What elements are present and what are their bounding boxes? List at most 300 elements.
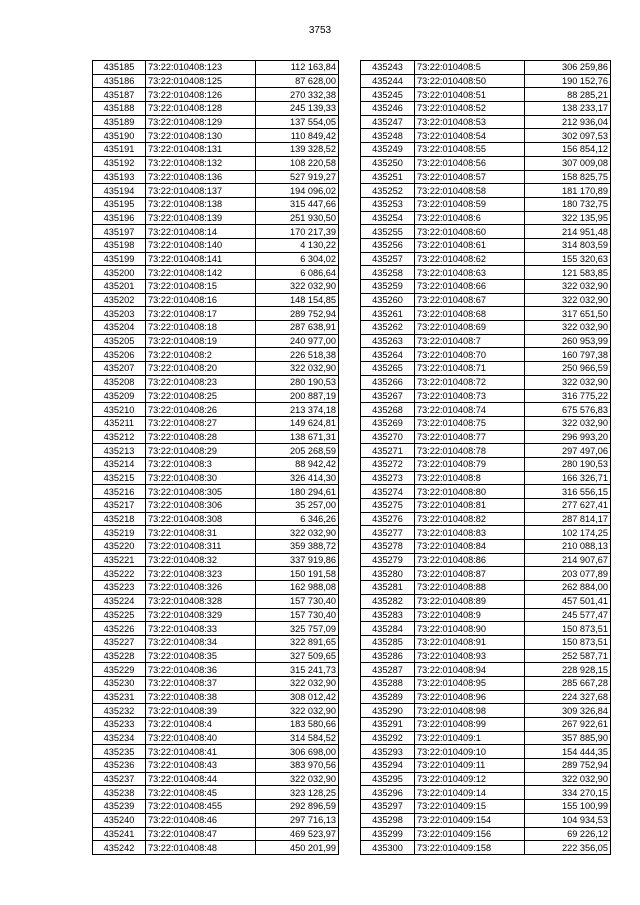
cadastral-number: 73:22:010408:44: [146, 772, 256, 786]
cadastral-number: 73:22:010408:62: [415, 252, 525, 266]
cadastral-number: 73:22:010408:47: [146, 827, 256, 841]
cadastral-value: 69 226,12: [525, 827, 611, 841]
cadastral-number: 73:22:010408:35: [146, 649, 256, 663]
cadastral-value: 205 268,59: [256, 444, 339, 458]
row-number: 435190: [93, 129, 146, 143]
table-row: [93, 745, 339, 759]
row-number: 435220: [93, 540, 146, 554]
cadastral-value: 277 627,41: [525, 499, 611, 513]
table-row: [361, 745, 611, 759]
table-row: [93, 512, 339, 526]
row-number: 435298: [361, 813, 415, 827]
cadastral-value: 203 077,89: [525, 567, 611, 581]
cadastral-number: 73:22:010408:4: [146, 718, 256, 732]
row-number: 435284: [361, 622, 415, 636]
row-number: 435262: [361, 321, 415, 335]
table-row: [93, 718, 339, 732]
cadastral-number: 73:22:010408:142: [146, 266, 256, 280]
cadastral-number: 73:22:010408:141: [146, 252, 256, 266]
cadastral-value: 322 032,90: [256, 526, 339, 540]
row-number: 435203: [93, 307, 146, 321]
row-number: 435192: [93, 156, 146, 170]
table-row: [361, 129, 611, 143]
cadastral-value: 138 671,31: [256, 430, 339, 444]
cadastral-number: 73:22:010408:88: [415, 581, 525, 595]
row-number: 435187: [93, 88, 146, 102]
row-number: 435292: [361, 731, 415, 745]
cadastral-number: 73:22:010408:136: [146, 170, 256, 184]
cadastral-number: 73:22:010408:328: [146, 594, 256, 608]
table-row: [93, 334, 339, 348]
row-number: 435254: [361, 211, 415, 225]
row-number: 435224: [93, 594, 146, 608]
table-row: [361, 663, 611, 677]
row-number: 435198: [93, 238, 146, 252]
cadastral-value: 158 825,75: [525, 170, 611, 184]
cadastral-number: 73:22:010408:55: [415, 143, 525, 157]
row-number: 435268: [361, 403, 415, 417]
cadastral-number: 73:22:010408:98: [415, 704, 525, 718]
cadastral-number: 73:22:010408:73: [415, 389, 525, 403]
row-number: 435237: [93, 772, 146, 786]
cadastral-number: 73:22:010408:56: [415, 156, 525, 170]
cadastral-value: 137 554,05: [256, 115, 339, 129]
row-number: 435213: [93, 444, 146, 458]
cadastral-number: 73:22:010408:6: [415, 211, 525, 225]
table-row: [361, 813, 611, 827]
row-number: 435209: [93, 389, 146, 403]
row-number: 435281: [361, 581, 415, 595]
cadastral-number: 73:22:010408:131: [146, 143, 256, 157]
cadastral-number: 73:22:010408:326: [146, 581, 256, 595]
cadastral-value: 170 217,39: [256, 225, 339, 239]
table-row: [93, 663, 339, 677]
row-number: 435266: [361, 375, 415, 389]
cadastral-value: 450 201,99: [256, 841, 339, 855]
row-number: 435263: [361, 334, 415, 348]
table-row: [361, 444, 611, 458]
row-number: 435194: [93, 184, 146, 198]
cadastral-value: 322 032,90: [256, 676, 339, 690]
row-number: 435286: [361, 649, 415, 663]
cadastral-number: 73:22:010408:132: [146, 156, 256, 170]
cadastral-number: 73:22:010409:1: [415, 731, 525, 745]
cadastral-number: 73:22:010408:323: [146, 567, 256, 581]
cadastral-value: 357 885,90: [525, 731, 611, 745]
cadastral-value: 166 326,71: [525, 471, 611, 485]
cadastral-value: 154 444,35: [525, 745, 611, 759]
row-number: 435231: [93, 690, 146, 704]
row-number: 435251: [361, 170, 415, 184]
cadastral-number: 73:22:010408:32: [146, 553, 256, 567]
cadastral-number: 73:22:010408:20: [146, 362, 256, 376]
cadastral-number: 73:22:010409:14: [415, 786, 525, 800]
row-number: 435234: [93, 731, 146, 745]
table-row: [93, 608, 339, 622]
row-number: 435297: [361, 800, 415, 814]
cadastral-number: 73:22:010408:137: [146, 184, 256, 198]
cadastral-number: 73:22:010408:305: [146, 485, 256, 499]
cadastral-number: 73:22:010408:29: [146, 444, 256, 458]
cadastral-number: 73:22:010408:72: [415, 375, 525, 389]
row-number: 435233: [93, 718, 146, 732]
table-row: [93, 61, 339, 75]
cadastral-value: 322 032,90: [525, 772, 611, 786]
cadastral-value: 323 128,25: [256, 786, 339, 800]
cadastral-number: 73:22:010408:39: [146, 704, 256, 718]
table-row: [93, 499, 339, 513]
cadastral-number: 73:22:010408:66: [415, 280, 525, 294]
row-number: 435282: [361, 594, 415, 608]
cadastral-value: 112 163,84: [256, 61, 339, 75]
cadastral-number: 73:22:010408:53: [415, 115, 525, 129]
table-row: [361, 334, 611, 348]
cadastral-number: 73:22:010409:158: [415, 841, 525, 855]
cadastral-value: 88 942,42: [256, 457, 339, 471]
cadastral-number: 73:22:010408:51: [415, 88, 525, 102]
cadastral-value: 228 928,15: [525, 663, 611, 677]
row-number: 435222: [93, 567, 146, 581]
cadastral-value: 308 012,42: [256, 690, 339, 704]
table-row: [361, 225, 611, 239]
cadastral-value: 457 501,41: [525, 594, 611, 608]
table-row: [93, 553, 339, 567]
table-row: [361, 499, 611, 513]
cadastral-value: 155 100,99: [525, 800, 611, 814]
table-row: [361, 416, 611, 430]
row-number: 435205: [93, 334, 146, 348]
cadastral-number: 73:22:010408:306: [146, 499, 256, 513]
table-row: [93, 471, 339, 485]
cadastral-number: 73:22:010408:99: [415, 718, 525, 732]
table-row: [93, 238, 339, 252]
cadastral-value: 190 152,76: [525, 74, 611, 88]
cadastral-number: 73:22:010408:329: [146, 608, 256, 622]
cadastral-value: 260 953,99: [525, 334, 611, 348]
cadastral-value: 280 190,53: [256, 375, 339, 389]
cadastral-number: 73:22:010408:14: [146, 225, 256, 239]
table-row: [93, 457, 339, 471]
table-row: [361, 321, 611, 335]
cadastral-value: 316 556,15: [525, 485, 611, 499]
table-row: [93, 129, 339, 143]
cadastral-value: 334 270,15: [525, 786, 611, 800]
cadastral-number: 73:22:010408:41: [146, 745, 256, 759]
cadastral-number: 73:22:010408:311: [146, 540, 256, 554]
table-row: [93, 375, 339, 389]
cadastral-number: 73:22:010408:96: [415, 690, 525, 704]
cadastral-value: 287 814,17: [525, 512, 611, 526]
cadastral-value: 156 854,12: [525, 143, 611, 157]
table-row: [93, 800, 339, 814]
row-number: 435236: [93, 759, 146, 773]
row-number: 435259: [361, 280, 415, 294]
row-number: 435291: [361, 718, 415, 732]
table-row: [93, 225, 339, 239]
row-number: 435227: [93, 635, 146, 649]
row-number: 435244: [361, 74, 415, 88]
cadastral-value: 297 497,06: [525, 444, 611, 458]
row-number: 435191: [93, 143, 146, 157]
row-number: 435230: [93, 676, 146, 690]
row-number: 435229: [93, 663, 146, 677]
cadastral-number: 73:22:010408:69: [415, 321, 525, 335]
row-number: 435238: [93, 786, 146, 800]
table-row: [93, 540, 339, 554]
row-number: 435242: [93, 841, 146, 855]
table-row: [361, 676, 611, 690]
table-row: [93, 102, 339, 116]
cadastral-value: 327 509,65: [256, 649, 339, 663]
cadastral-value: 6 346,26: [256, 512, 339, 526]
row-number: 435247: [361, 115, 415, 129]
cadastral-number: 73:22:010408:91: [415, 635, 525, 649]
cadastral-number: 73:22:010408:308: [146, 512, 256, 526]
cadastral-number: 73:22:010408:43: [146, 759, 256, 773]
cadastral-number: 73:22:010408:80: [415, 485, 525, 499]
cadastral-value: 180 294,61: [256, 485, 339, 499]
row-number: 435261: [361, 307, 415, 321]
cadastral-table-right: [360, 60, 611, 855]
cadastral-value: 280 190,53: [525, 457, 611, 471]
table-row: [361, 759, 611, 773]
cadastral-number: 73:22:010408:27: [146, 416, 256, 430]
cadastral-number: 73:22:010408:60: [415, 225, 525, 239]
table-row: [93, 266, 339, 280]
cadastral-number: 73:22:010408:28: [146, 430, 256, 444]
row-number: 435276: [361, 512, 415, 526]
cadastral-number: 73:22:010408:87: [415, 567, 525, 581]
table-row: [93, 307, 339, 321]
cadastral-number: 73:22:010408:5: [415, 61, 525, 75]
table-row: [361, 389, 611, 403]
table-row: [361, 143, 611, 157]
table-row: [361, 718, 611, 732]
table-row: [361, 102, 611, 116]
cadastral-number: 73:22:010408:37: [146, 676, 256, 690]
cadastral-value: 322 032,90: [525, 280, 611, 294]
table-row: [361, 170, 611, 184]
row-number: 435290: [361, 704, 415, 718]
cadastral-value: 270 332,38: [256, 88, 339, 102]
row-number: 435264: [361, 348, 415, 362]
table-row: [361, 280, 611, 294]
table-row: [361, 704, 611, 718]
table-row: [361, 238, 611, 252]
cadastral-value: 469 523,97: [256, 827, 339, 841]
table-row: [93, 635, 339, 649]
cadastral-value: 245 577,47: [525, 608, 611, 622]
table-row: [361, 786, 611, 800]
row-number: 435204: [93, 321, 146, 335]
cadastral-value: 250 966,59: [525, 362, 611, 376]
row-number: 435221: [93, 553, 146, 567]
row-number: 435253: [361, 197, 415, 211]
cadastral-number: 73:22:010408:38: [146, 690, 256, 704]
table-row: [93, 581, 339, 595]
cadastral-number: 73:22:010408:140: [146, 238, 256, 252]
table-row: [361, 594, 611, 608]
row-number: 435199: [93, 252, 146, 266]
row-number: 435186: [93, 74, 146, 88]
cadastral-value: 102 174,25: [525, 526, 611, 540]
cadastral-number: 73:22:010408:128: [146, 102, 256, 116]
cadastral-value: 322 032,90: [525, 375, 611, 389]
cadastral-number: 73:22:010408:46: [146, 813, 256, 827]
row-number: 435210: [93, 403, 146, 417]
row-number: 435241: [93, 827, 146, 841]
cadastral-number: 73:22:010408:54: [415, 129, 525, 143]
table-row: [361, 88, 611, 102]
table-row: [93, 293, 339, 307]
row-number: 435223: [93, 581, 146, 595]
cadastral-number: 73:22:010408:3: [146, 457, 256, 471]
table-row: [93, 444, 339, 458]
cadastral-value: 183 580,66: [256, 718, 339, 732]
cadastral-number: 73:22:010408:94: [415, 663, 525, 677]
cadastral-number: 73:22:010408:33: [146, 622, 256, 636]
cadastral-value: 121 583,85: [525, 266, 611, 280]
table-row: [93, 827, 339, 841]
cadastral-value: 262 884,00: [525, 581, 611, 595]
cadastral-value: 309 326,84: [525, 704, 611, 718]
cadastral-value: 317 651,50: [525, 307, 611, 321]
table-row: [93, 115, 339, 129]
cadastral-value: 35 257,00: [256, 499, 339, 513]
cadastral-number: 73:22:010408:95: [415, 676, 525, 690]
row-number: 435196: [93, 211, 146, 225]
cadastral-value: 148 154,85: [256, 293, 339, 307]
row-number: 435269: [361, 416, 415, 430]
row-number: 435246: [361, 102, 415, 116]
cadastral-number: 73:22:010408:84: [415, 540, 525, 554]
cadastral-value: 150 873,51: [525, 622, 611, 636]
table-row: [93, 321, 339, 335]
table-row: [93, 772, 339, 786]
row-number: 435265: [361, 362, 415, 376]
cadastral-number: 73:22:010408:50: [415, 74, 525, 88]
row-number: 435300: [361, 841, 415, 855]
cadastral-number: 73:22:010408:34: [146, 635, 256, 649]
row-number: 435240: [93, 813, 146, 827]
table-row: [361, 841, 611, 855]
table-row: [93, 690, 339, 704]
cadastral-value: 108 220,58: [256, 156, 339, 170]
cadastral-value: 322 032,90: [256, 704, 339, 718]
table-row: [361, 403, 611, 417]
cadastral-value: 285 667,28: [525, 676, 611, 690]
table-row: [93, 389, 339, 403]
cadastral-value: 4 130,22: [256, 238, 339, 252]
row-number: 435188: [93, 102, 146, 116]
cadastral-number: 73:22:010408:125: [146, 74, 256, 88]
cadastral-value: 359 388,72: [256, 540, 339, 554]
table-row: [361, 526, 611, 540]
row-number: 435216: [93, 485, 146, 499]
table-row: [93, 88, 339, 102]
cadastral-value: 314 803,59: [525, 238, 611, 252]
table-row: [93, 594, 339, 608]
cadastral-number: 73:22:010408:36: [146, 663, 256, 677]
row-number: 435248: [361, 129, 415, 143]
table-row: [93, 676, 339, 690]
cadastral-number: 73:22:010408:61: [415, 238, 525, 252]
cadastral-number: 73:22:010408:90: [415, 622, 525, 636]
cadastral-value: 110 849,42: [256, 129, 339, 143]
cadastral-number: 73:22:010409:15: [415, 800, 525, 814]
row-number: 435267: [361, 389, 415, 403]
row-number: 435252: [361, 184, 415, 198]
cadastral-value: 213 374,18: [256, 403, 339, 417]
cadastral-value: 325 757,09: [256, 622, 339, 636]
row-number: 435207: [93, 362, 146, 376]
cadastral-value: 139 328,52: [256, 143, 339, 157]
cadastral-number: 73:22:010408:81: [415, 499, 525, 513]
table-row: [93, 403, 339, 417]
row-number: 435257: [361, 252, 415, 266]
cadastral-number: 73:22:010409:154: [415, 813, 525, 827]
row-number: 435280: [361, 567, 415, 581]
cadastral-number: 73:22:010408:74: [415, 403, 525, 417]
cadastral-number: 73:22:010408:16: [146, 293, 256, 307]
table-row: [93, 362, 339, 376]
cadastral-value: 267 922,61: [525, 718, 611, 732]
table-row: [93, 211, 339, 225]
cadastral-number: 73:22:010408:77: [415, 430, 525, 444]
row-number: 435189: [93, 115, 146, 129]
row-number: 435272: [361, 457, 415, 471]
cadastral-value: 251 930,50: [256, 211, 339, 225]
table-row: [93, 184, 339, 198]
cadastral-value: 307 009,08: [525, 156, 611, 170]
cadastral-number: 73:22:010408:63: [415, 266, 525, 280]
table-row: [361, 197, 611, 211]
cadastral-number: 73:22:010408:68: [415, 307, 525, 321]
table-row: [361, 307, 611, 321]
cadastral-value: 383 970,56: [256, 759, 339, 773]
cadastral-number: 73:22:010408:93: [415, 649, 525, 663]
cadastral-value: 200 887,19: [256, 389, 339, 403]
table-row: [361, 457, 611, 471]
row-number: 435295: [361, 772, 415, 786]
row-number: 435289: [361, 690, 415, 704]
cadastral-value: 194 096,02: [256, 184, 339, 198]
table-row: [361, 430, 611, 444]
cadastral-value: 252 587,71: [525, 649, 611, 663]
cadastral-value: 297 716,13: [256, 813, 339, 827]
table-row: [361, 211, 611, 225]
cadastral-number: 73:22:010408:79: [415, 457, 525, 471]
table-row: [361, 540, 611, 554]
cadastral-number: 73:22:010408:139: [146, 211, 256, 225]
table-row: [93, 197, 339, 211]
table-row: [361, 184, 611, 198]
cadastral-value: 322 032,90: [256, 362, 339, 376]
row-number: 435271: [361, 444, 415, 458]
cadastral-number: 73:22:010408:25: [146, 389, 256, 403]
row-number: 435225: [93, 608, 146, 622]
row-number: 435219: [93, 526, 146, 540]
cadastral-number: 73:22:010408:58: [415, 184, 525, 198]
cadastral-number: 73:22:010408:7: [415, 334, 525, 348]
table-row: [361, 690, 611, 704]
cadastral-number: 73:22:010408:18: [146, 321, 256, 335]
row-number: 435260: [361, 293, 415, 307]
cadastral-value: 296 993,20: [525, 430, 611, 444]
cadastral-number: 73:22:010409:156: [415, 827, 525, 841]
cadastral-value: 314 584,52: [256, 731, 339, 745]
cadastral-number: 73:22:010408:129: [146, 115, 256, 129]
